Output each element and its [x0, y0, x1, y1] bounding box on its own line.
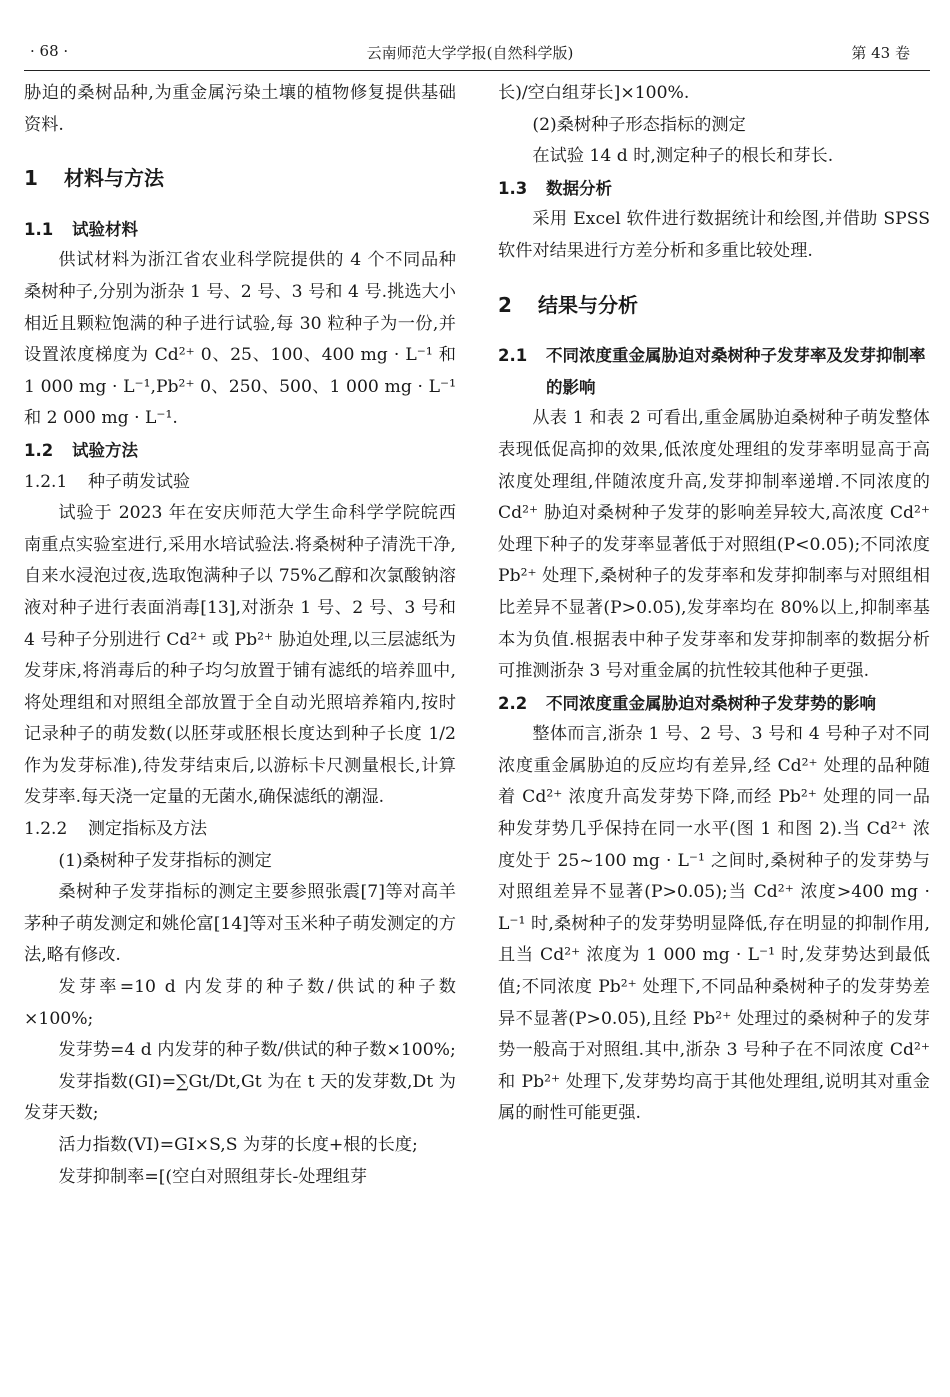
- materials-paragraph: 供试材料为浙江省农业科学院提供的 4 个不同品种桑树种子,分别为浙杂 1 号、2 号、3 号和 4 号.挑选大小相近且颗粒饱满的种子进行试验,每 30 粒种子为一份,并设置浓度梯度为 Cd²⁺ 0、25、100、400 mg · L⁻¹ 和 1 000 mg · L⁻¹,Pb²⁺ 0、250、500、1 000 mg · L⁻¹ 和 2 000 mg · L⁻¹.: [24, 250, 456, 429]
- method-paragraph: 桑树种子发芽指标的测定主要参照张震[7]等对高羊茅种子萌发测定和姚伦富[14]等对玉米种子萌发测定的方法,略有修改.: [24, 882, 456, 966]
- formula-vigor-index: 活力指数(VI)=GI×S,S 为芽的长度+根的长度;: [58, 1135, 418, 1155]
- formula-germination-energy: 发芽势=4 d 内发芽的种子数/供试的种子数×100%;: [58, 1040, 456, 1061]
- subheading-germination-index: (1)桑树种子发芽指标的测定: [58, 850, 272, 871]
- section-heading-1-1: 1.1 试验材料: [24, 219, 138, 239]
- formula-germination-index: 发芽指数(GI)=∑Gt/Dt,Gt 为在 t 天的发芽数,Dt 为发芽天数;: [24, 1071, 456, 1124]
- section-heading-1: 1 材料与方法: [24, 166, 164, 191]
- inhibition-formula-end: 长)/空白组芽长]×100%.: [498, 83, 690, 103]
- volume-label: 第 43 卷: [851, 44, 910, 62]
- section-heading-1-2: 1.2 试验方法: [24, 440, 138, 460]
- section-heading-2-1: 2.1 不同浓度重金属胁迫对桑树种子发芽率及发芽抑制率的影响: [498, 346, 926, 397]
- section-heading-2-2: 2.2 不同浓度重金属胁迫对桑树种子发芽势的影响: [498, 693, 876, 713]
- germination-paragraph: 试验于 2023 年在安庆师范大学生命科学学院皖西南重点实验室进行,采用水培试验法.将桑树种子清洗干净,自来水浸泡过夜,选取饱满种子以 75%乙醇和次氯酸钠溶液对种子进行表面消毒[13],对浙杂 1 号、2 号、3 号和 4 号种子分别进行 Cd²⁺ 或 Pb²⁺ 胁迫处理,以三层滤纸为发芽床,将消毒后的种子均匀放置于铺有滤纸的培养皿中,将处理组和对照组全部放置于全自动光照培养箱内,按时记录种子的萌发数(以胚芽或胚根长度达到种子长度 1/2 作为发芽标准),待发芽结束后,以游标卡尺测量根长,计算发芽率.每天浇一定量的无菌水,确保滤纸的潮湿.: [24, 503, 456, 808]
- morphology-paragraph: 在试验 14 d 时,测定种子的根长和芽长.: [532, 146, 834, 167]
- section-heading-2: 2 结果与分析: [498, 292, 638, 317]
- formula-inhibition-rate: 发芽抑制率=[(空白对照组芽长-处理组芽: [58, 1166, 368, 1187]
- section-heading-1-2-2: 1.2.2 测定指标及方法: [24, 819, 207, 840]
- section-heading-1-2-1: 1.2.1 种子萌发试验: [24, 471, 190, 492]
- formula-germination-rate: 发芽率=10 d 内发芽的种子数/供试的种子数×100%;: [24, 977, 456, 1029]
- page-header: [24, 38, 916, 66]
- right-column: [498, 78, 930, 1130]
- results-germination-energy: 整体而言,浙杂 1 号、2 号、3 号和 4 号种子对不同浓度重金属胁迫的反应均有差异,经 Cd²⁺ 处理的品种随着 Cd²⁺ 浓度升高发芽势下降,而经 Pb²⁺ 处理的同一品种发芽势几乎保持在同一水平(图 1 和图 2).当 Cd²⁺ 浓度处于 25~100 mg · L⁻¹ 之间时,桑树种子的发芽势与对照组差异不显著(P>0.05);当 Cd²⁺ 浓度>400 mg · L⁻¹ 时,桑树种子的发芽势明显降低,存在明显的抑制作用,且当 Cd²⁺ 浓度为 1 000 mg · L⁻¹ 时,发芽势达到最低值;不同浓度 Pb²⁺ 处理下,不同品种桑树种子的发芽势差异不显著(P>0.05),且经 Pb²⁺ 处理过的桑树种子的发芽势一般高于对照组.其中,浙杂 3 号种子在不同浓度 Cd²⁺ 和 Pb²⁺ 处理下,发芽势均高于其他处理组,说明其对重金属的耐性可能更强.: [498, 724, 930, 1124]
- results-germination-rate: 从表 1 和表 2 可看出,重金属胁迫桑树种子萌发整体表现低促高抑的效果,低浓度处理组的发芽率明显高于高浓度处理组,伴随浓度升高,发芽抑制率递增.不同浓度的 Cd²⁺ 胁迫对桑树种子发芽的影响差异较大,高浓度 Cd²⁺ 处理下种子的发芽率显著低于对照组(P<0.05);不同浓度 Pb²⁺ 处理下,桑树种子的发芽率和发芽抑制率与对照组相比差异不显著(P>0.05),发芽率均在 80%以上,抑制率基本为负值.根据表中种子发芽率和发芽抑制率的数据分析可推测浙杂 3 号对重金属的抗性较其他种子更强.: [498, 408, 930, 682]
- section-heading-1-3: 1.3 数据分析: [498, 178, 612, 198]
- left-column: [24, 78, 456, 1193]
- header-rule: [24, 70, 930, 71]
- subheading-morphology: (2)桑树种子形态指标的测定: [532, 114, 746, 135]
- page-number: · 68 ·: [30, 42, 69, 60]
- journal-title: 云南师范大学学报(自然科学版): [366, 44, 574, 62]
- intro-paragraph-end: 胁迫的桑树品种,为重金属污染土壤的植物修复提供基础资料.: [24, 83, 456, 135]
- data-analysis-paragraph: 采用 Excel 软件进行数据统计和绘图,并借助 SPSS 软件对结果进行方差分析和多重比较处理.: [498, 209, 930, 261]
